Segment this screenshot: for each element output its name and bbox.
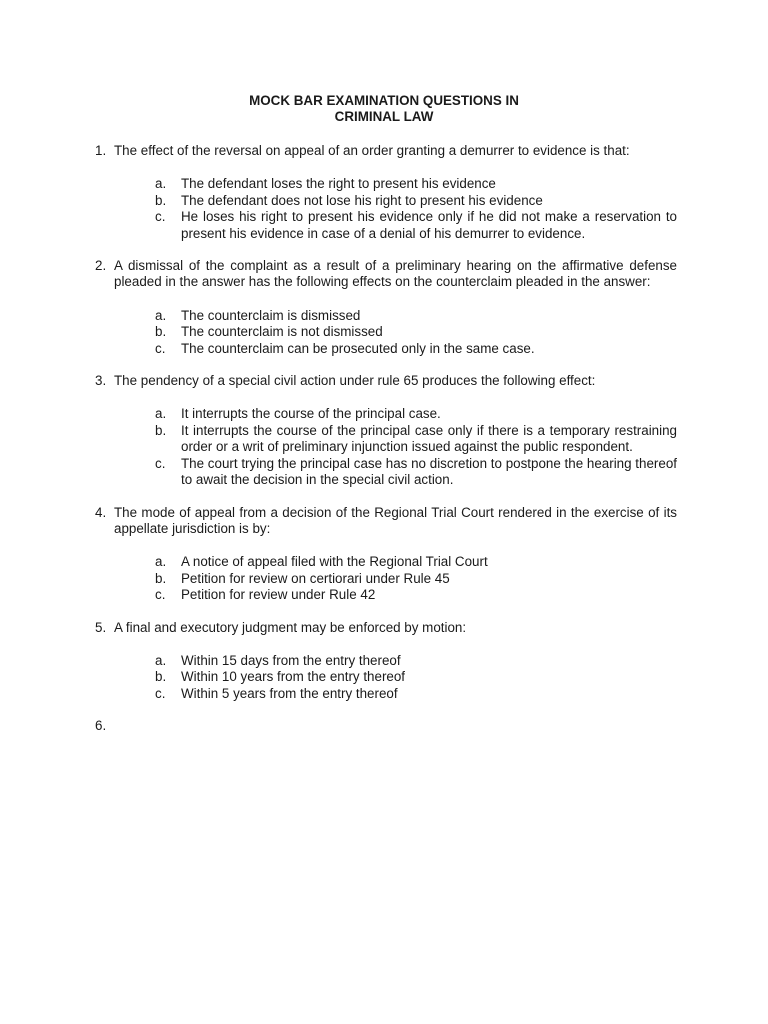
option-a: [155, 554, 677, 570]
option-letter: a.: [155, 652, 167, 668]
option-text: The counterclaim is not dismissed: [181, 324, 383, 340]
option-c: [155, 341, 677, 357]
option-a: [155, 308, 677, 324]
option-text: The defendant does not lose his right to present his evidence: [181, 192, 543, 208]
option-letter: c.: [155, 455, 166, 471]
question-text: The pendency of a special civil action under rule 65 produces the following effect:: [114, 373, 596, 389]
question-5: [95, 620, 677, 703]
question-4: [95, 505, 677, 604]
question-stem: [95, 505, 677, 538]
question-number: 4.: [95, 504, 107, 520]
option-text: Within 15 days from the entry thereof: [181, 652, 401, 668]
option-text: Within 5 years from the entry thereof: [181, 685, 398, 701]
option-b: [155, 324, 677, 340]
option-letter: b.: [155, 422, 167, 438]
title-line-2: CRIMINAL LAW: [334, 109, 434, 125]
question-number: 3.: [95, 373, 107, 389]
option-letter: b.: [155, 570, 167, 586]
question-number: 2.: [95, 258, 107, 274]
question-text: A final and executory judgment may be enforced by motion:: [114, 619, 467, 635]
option-a: [155, 406, 677, 422]
option-list: [95, 176, 677, 242]
option-text: The court trying the principal case has no discretion to postpone the hearing thereof to await the decision in the special civil action.: [181, 455, 677, 488]
option-text: The counterclaim can be prosecuted only in the same case.: [181, 340, 535, 356]
option-text: A notice of appeal filed with the Regional Trial Court: [181, 554, 488, 570]
question-stem: [95, 373, 677, 389]
question-stem: [95, 143, 677, 159]
question-number: 5.: [95, 619, 107, 635]
option-b: [155, 669, 677, 685]
question-text: A dismissal of the complaint as a result of a preliminary hearing on the affirmative defense pleaded in the answer has the following effects on the counterclaim pleaded in the answer:: [114, 258, 677, 290]
question-3: [95, 373, 677, 488]
option-letter: c.: [155, 685, 166, 701]
option-c: [155, 456, 677, 489]
option-a: [155, 176, 677, 192]
question-stem: [95, 620, 677, 636]
option-text: It interrupts the course of the principal case.: [181, 406, 441, 422]
option-letter: a.: [155, 307, 167, 323]
question-stem: [95, 258, 677, 291]
option-letter: a.: [155, 406, 167, 422]
option-text: The defendant loses the right to present his evidence: [181, 176, 496, 192]
question-1: [95, 143, 677, 242]
option-letter: b.: [155, 192, 167, 208]
option-letter: c.: [155, 340, 166, 356]
option-b: [155, 571, 677, 587]
option-text: Within 10 years from the entry thereof: [181, 669, 406, 685]
question-2: [95, 258, 677, 357]
option-letter: b.: [155, 324, 167, 340]
option-letter: c.: [155, 209, 166, 225]
option-list: [95, 653, 677, 702]
option-text: He loses his right to present his evidence only if he did not make a reservation to present his evidence in case of a denial of his demurrer to evidence.: [181, 209, 677, 241]
option-text: Petition for review under Rule 42: [181, 587, 376, 603]
option-list: [95, 406, 677, 488]
option-letter: c.: [155, 587, 166, 603]
option-c: [155, 587, 677, 603]
title-line-1: MOCK BAR EXAMINATION QUESTIONS IN: [249, 93, 519, 108]
document-title: [0, 93, 768, 126]
question-number: 6.: [95, 718, 107, 734]
option-letter: b.: [155, 669, 167, 685]
option-list: [95, 308, 677, 357]
option-text: Petition for review on certiorari under Rule 45: [181, 570, 450, 586]
option-letter: a.: [155, 554, 167, 570]
option-c: [155, 209, 677, 242]
option-letter: a.: [155, 176, 167, 192]
question-text: The effect of the reversal on appeal of an order granting a demurrer to evidence is that:: [114, 143, 630, 158]
option-list: [95, 554, 677, 603]
question-list: [95, 143, 677, 734]
option-c: [155, 686, 677, 702]
option-b: [155, 423, 677, 456]
option-a: [155, 653, 677, 669]
option-b: [155, 193, 677, 209]
question-number: 1.: [95, 143, 107, 158]
question-text: The mode of appeal from a decision of the Regional Trial Court rendered in the exercise of its appellate jurisdiction is by:: [114, 504, 677, 536]
option-text: It interrupts the course of the principal case only if there is a temporary restraining order or a writ of preliminary injunction issued against the public respondent.: [181, 422, 677, 455]
option-text: The counterclaim is dismissed: [181, 307, 361, 323]
